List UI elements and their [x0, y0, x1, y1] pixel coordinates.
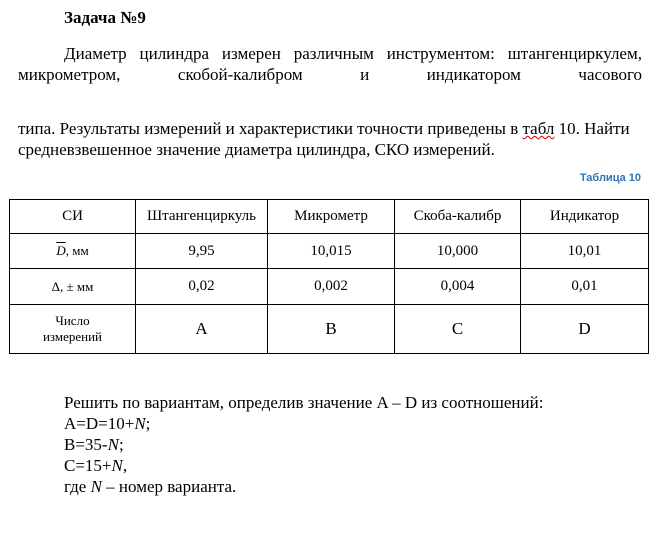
- cell-error-caliper: 0,02: [136, 269, 268, 305]
- solve-intro: Решить по вариантам, определив значение A – D из соотношений:: [64, 393, 544, 412]
- equation-a-left: A=D=10+: [64, 414, 135, 433]
- para2-text-a: типа. Результаты измерений и характеристики точности приведены в: [18, 119, 523, 138]
- para2-text-c: 10. Найти средневзвешенное значение диаметра цилиндра, СКО измерений.: [18, 119, 630, 159]
- cell-count-micrometer: B: [268, 305, 395, 354]
- table-row-diameter: [10, 234, 649, 269]
- variable-definition: [64, 476, 644, 497]
- cell-error-indicator: 0,01: [521, 269, 649, 305]
- measurements-table: [9, 199, 649, 354]
- diameter-symbol: $\overline{D}$: [56, 243, 66, 258]
- spellcheck-word: табл: [522, 119, 555, 138]
- solution-instructions: [64, 392, 644, 497]
- equation-b-left: B=35-: [64, 435, 108, 454]
- equation-a: [64, 413, 644, 434]
- equation-b: [64, 434, 644, 455]
- row-label-count: [10, 305, 136, 354]
- table-caption: Таблица 10: [579, 172, 641, 184]
- equation-c: [64, 455, 644, 476]
- table-row-count: [10, 305, 649, 354]
- equation-b-var: N: [107, 435, 119, 454]
- task-title: Задача №9: [64, 8, 146, 27]
- where-var: N: [90, 477, 102, 496]
- equation-b-end: ;: [118, 435, 124, 454]
- header-snap-gauge: Скоба-калибр: [395, 200, 521, 234]
- cell-diameter-micrometer: 10,015: [268, 234, 395, 269]
- cell-error-snap-gauge: 0,004: [395, 269, 521, 305]
- row-label-diameter: [10, 234, 136, 269]
- row-label-error: Δ, ± мм: [10, 269, 136, 305]
- task-paragraph-1: Диаметр цилиндра измерен различным инструментом: штангенциркулем, микрометром, скобой-калибром и индикатором часового: [18, 44, 642, 84]
- cell-count-snap-gauge: C: [395, 305, 521, 354]
- cell-count-caliper: A: [136, 305, 268, 354]
- table-header-row: [10, 200, 649, 234]
- cell-diameter-snap-gauge: 10,000: [395, 234, 521, 269]
- where-text: где: [64, 477, 91, 496]
- table-row-error: [10, 269, 649, 305]
- equation-a-end: ;: [145, 414, 151, 433]
- equation-c-end: ,: [122, 456, 128, 475]
- where-rest: – номер варианта.: [101, 477, 237, 496]
- equation-a-var: N: [134, 414, 146, 433]
- cell-diameter-indicator: 10,01: [521, 234, 649, 269]
- header-si: СИ: [10, 200, 136, 234]
- cell-error-micrometer: 0,002: [268, 269, 395, 305]
- row-label-count-line2: измерений: [42, 329, 103, 344]
- cell-diameter-caliper: 9,95: [136, 234, 268, 269]
- row-label-count-line1: Число: [55, 313, 90, 328]
- cell-count-indicator: D: [521, 305, 649, 354]
- task-paragraph-2: [18, 118, 648, 160]
- equation-c-left: C=15+: [64, 456, 112, 475]
- header-caliper: Штангенциркуль: [136, 200, 268, 234]
- header-indicator: Индикатор: [521, 200, 649, 234]
- header-micrometer: Микрометр: [268, 200, 395, 234]
- diameter-unit: , мм: [65, 243, 89, 258]
- equation-c-var: N: [111, 456, 123, 475]
